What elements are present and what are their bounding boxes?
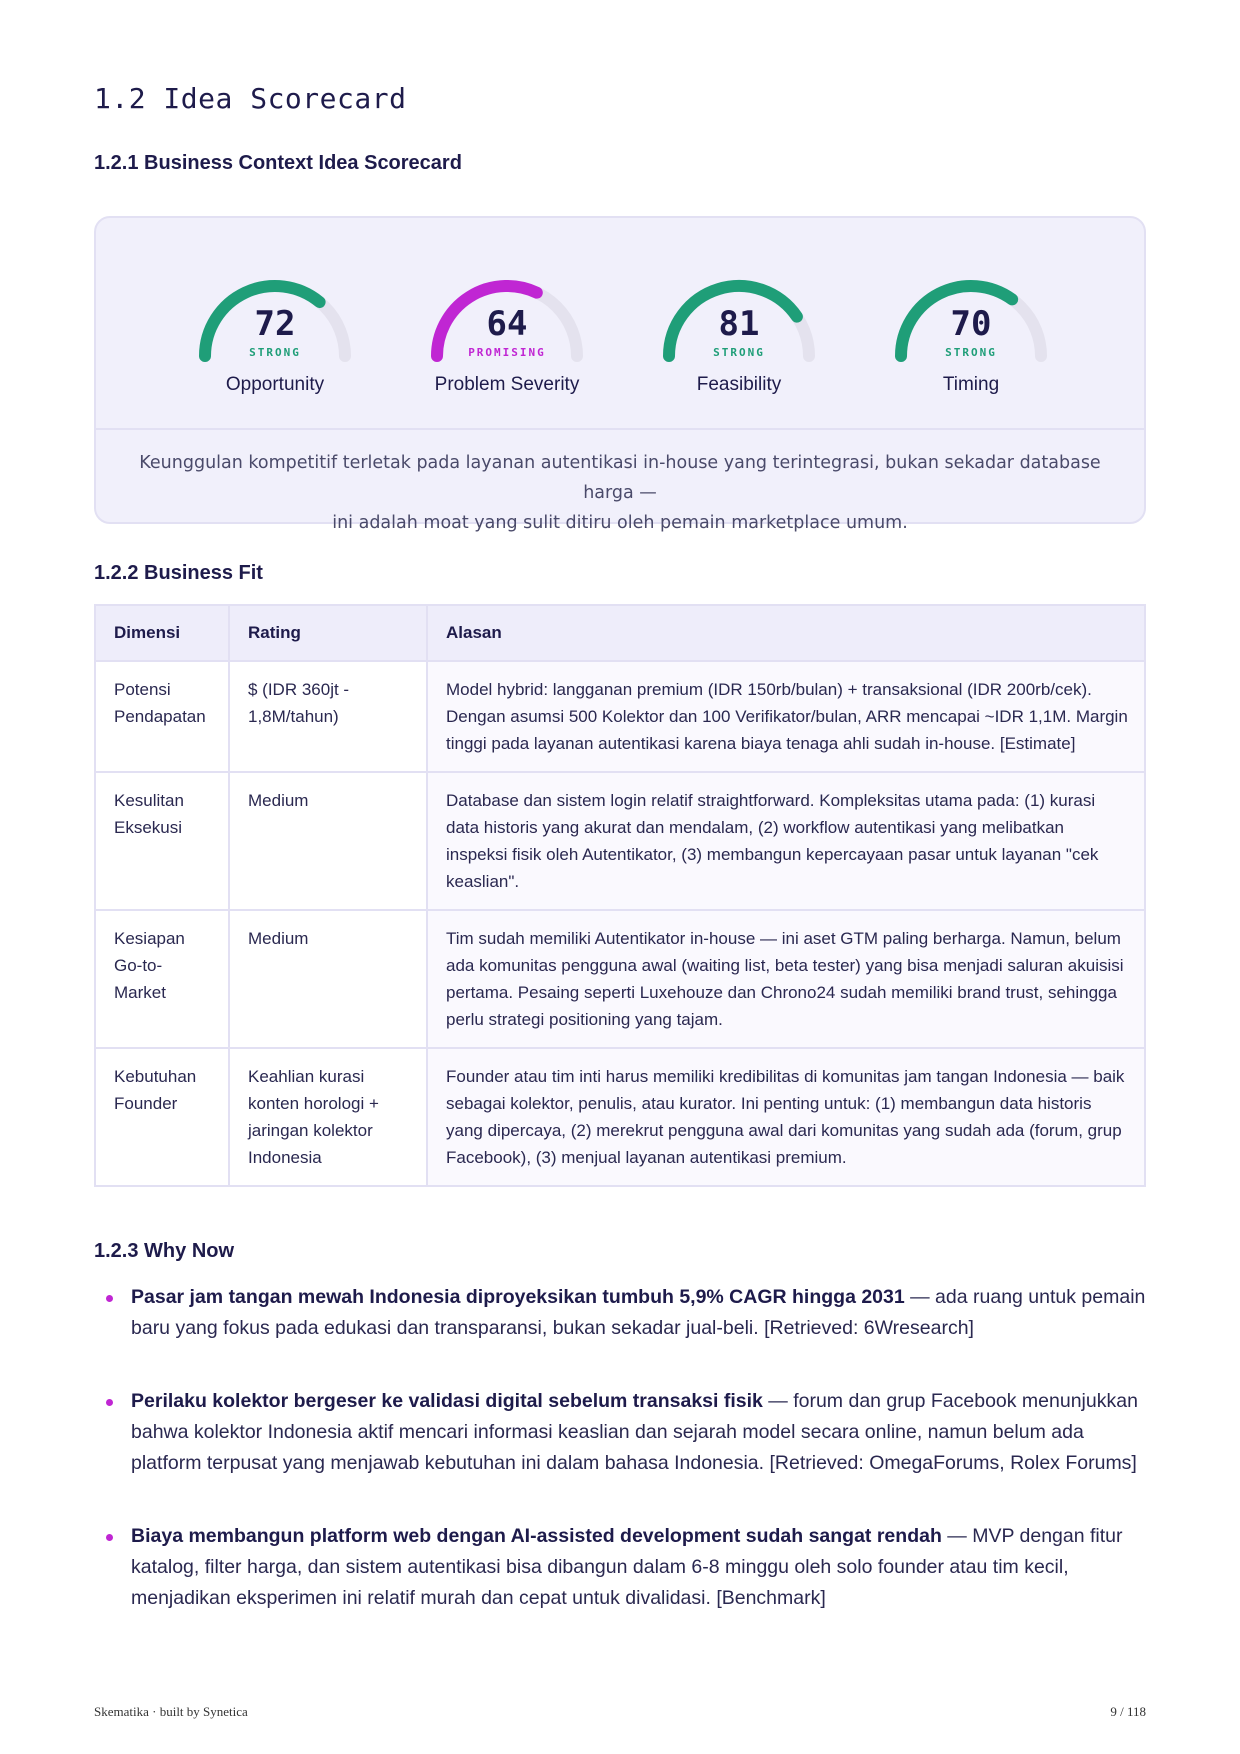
page-number: 9 / 118 bbox=[1110, 1704, 1146, 1719]
column-header-alasan: Alasan bbox=[427, 605, 1145, 661]
cell-rating: Medium bbox=[229, 772, 427, 910]
gauge-status: STRONG bbox=[713, 346, 765, 359]
cell-rating: Keahlian kurasi konten horologi + jaringan kolektor Indonesia bbox=[229, 1048, 427, 1186]
gauge-status: STRONG bbox=[945, 346, 997, 359]
cell-dimensi: Potensi Pendapatan bbox=[95, 661, 229, 772]
scorecard-note-line: Keunggulan kompetitif terletak pada layanan autentikasi in-house yang terintegrasi, bukan sekadar database harga — bbox=[139, 453, 1101, 503]
bullet-text: — ada ruang untuk pemain baru yang fokus pada edukasi dan transparansi, bukan sekadar jual-beli. [Retrieved: 6Wresearch] bbox=[131, 1286, 1146, 1339]
bullet-bold-text: Perilaku kolektor bergeser ke validasi digital sebelum transaksi fisik bbox=[131, 1390, 763, 1412]
gauge-feasibility bbox=[654, 268, 824, 398]
table-row bbox=[95, 661, 1145, 772]
cell-alasan: Founder atau tim inti harus memiliki kredibilitas di komunitas jam tangan Indonesia — baik sebagai kolektor, penulis, atau kurator. Ini penting untuk: (1) membangun data historis yang dipercaya, (2) merekrut pengguna awal dari komunitas yang sudah ada (forum, grup Facebook), (3) menjual layanan autentikasi premium. bbox=[427, 1048, 1145, 1186]
gauge-problem-severity bbox=[422, 268, 592, 398]
bullet-bold-text: Pasar jam tangan mewah Indonesia diproyeksikan tumbuh 5,9% CAGR hingga 2031 bbox=[131, 1286, 905, 1308]
table-header-row bbox=[95, 605, 1145, 661]
cell-alasan: Tim sudah memiliki Autentikator in-house — ini aset GTM paling berharga. Namun, belum ada komunitas pengguna awal (waiting list, beta tester) yang bisa menjadi saluran akuisisi pertama. Pesaing seperti Luxehouze dan Chrono24 sudah memiliki brand trust, sehingga perlu strategi positioning yang tajam. bbox=[427, 910, 1145, 1048]
gauge-score: 70 bbox=[950, 304, 992, 344]
cell-dimensi: Kebutuhan Founder bbox=[95, 1048, 229, 1186]
gauge-score: 81 bbox=[718, 304, 760, 344]
bullet-dot-icon bbox=[106, 1399, 113, 1406]
section-title: 1.2 Idea Scorecard bbox=[94, 82, 407, 115]
list-item bbox=[94, 1521, 1146, 1614]
scorecard-note-line: ini adalah moat yang sulit ditiru oleh pemain marketplace umum. bbox=[332, 513, 908, 533]
cell-dimensi: Kesulitan Eksekusi bbox=[95, 772, 229, 910]
bullet-dot-icon bbox=[106, 1534, 113, 1541]
list-item bbox=[94, 1282, 1146, 1344]
list-item bbox=[94, 1386, 1146, 1479]
gauge-score: 72 bbox=[254, 304, 296, 344]
table-row bbox=[95, 772, 1145, 910]
scorecard-note bbox=[116, 448, 1124, 538]
gauge-label: Opportunity bbox=[225, 374, 325, 395]
footer-brand: Skematika · built by Synetica bbox=[94, 1704, 248, 1719]
table-row bbox=[95, 910, 1145, 1048]
bullet-bold-text: Biaya membangun platform web dengan AI-assisted development sudah sangat rendah bbox=[131, 1525, 942, 1547]
gauge-status: STRONG bbox=[249, 346, 301, 359]
gauge-score: 64 bbox=[486, 304, 528, 344]
bullet-text: — forum dan grup Facebook menunjukkan bahwa kolektor Indonesia aktif mencari informasi keaslian dan sejarah model secara online, namun belum ada platform terpusat yang menjawab kebutuhan ini dalam bahasa Indonesia. [Retrieved: OmegaForums, Rolex Forums] bbox=[131, 1390, 1138, 1474]
column-header-dimensi: Dimensi bbox=[95, 605, 229, 661]
gauge-opportunity bbox=[190, 268, 360, 398]
scorecard-panel bbox=[94, 216, 1146, 533]
cell-dimensi: Kesiapan Go-to-Market bbox=[95, 910, 229, 1048]
gauge-timing bbox=[886, 268, 1056, 398]
column-header-rating: Rating bbox=[229, 605, 427, 661]
bullet-text: — MVP dengan fitur katalog, filter harga, dan sistem autentikasi bisa dibangun dalam 6-8 minggu oleh solo founder atau tim kecil, menjadikan eksperimen ini relatif murah dan cepat untuk divalidasi. [Benchmark] bbox=[131, 1525, 1123, 1609]
scorecard-heading: 1.2.1 Business Context Idea Scorecard bbox=[94, 152, 462, 174]
gauge-label: Timing bbox=[942, 374, 1000, 395]
gauge-status: PROMISING bbox=[468, 346, 546, 359]
cell-rating: $ (IDR 360jt - 1,8M/tahun) bbox=[229, 661, 427, 772]
cell-alasan: Model hybrid: langganan premium (IDR 150rb/bulan) + transaksional (IDR 200rb/cek). Dengan asumsi 500 Kolektor dan 100 Verifikator/bulan, ARR mencapai ~IDR 1,1M. Margin tinggi pada layanan autentikasi karena biaya tenaga ahli sudah in-house. [Estimate] bbox=[427, 661, 1145, 772]
cell-alasan: Database dan sistem login relatif straightforward. Kompleksitas utama pada: (1) kurasi data historis yang akurat dan mendalam, (2) workflow autentikasi yang melibatkan inspeksi fisik oleh Autentikator, (3) membangun kepercayaan pasar untuk layanan "cek keaslian". bbox=[427, 772, 1145, 910]
gauge-label: Feasibility bbox=[696, 374, 782, 395]
business-fit-heading: 1.2.2 Business Fit bbox=[94, 562, 263, 584]
why-now-list bbox=[94, 1282, 1146, 1656]
why-now-heading: 1.2.3 Why Now bbox=[94, 1240, 235, 1262]
cell-rating: Medium bbox=[229, 910, 427, 1048]
bullet-dot-icon bbox=[106, 1295, 113, 1302]
gauge-label: Problem Severity bbox=[434, 374, 580, 395]
table-row bbox=[95, 1048, 1145, 1186]
scorecard-divider bbox=[96, 428, 1144, 430]
business-fit-table bbox=[94, 604, 1146, 1187]
